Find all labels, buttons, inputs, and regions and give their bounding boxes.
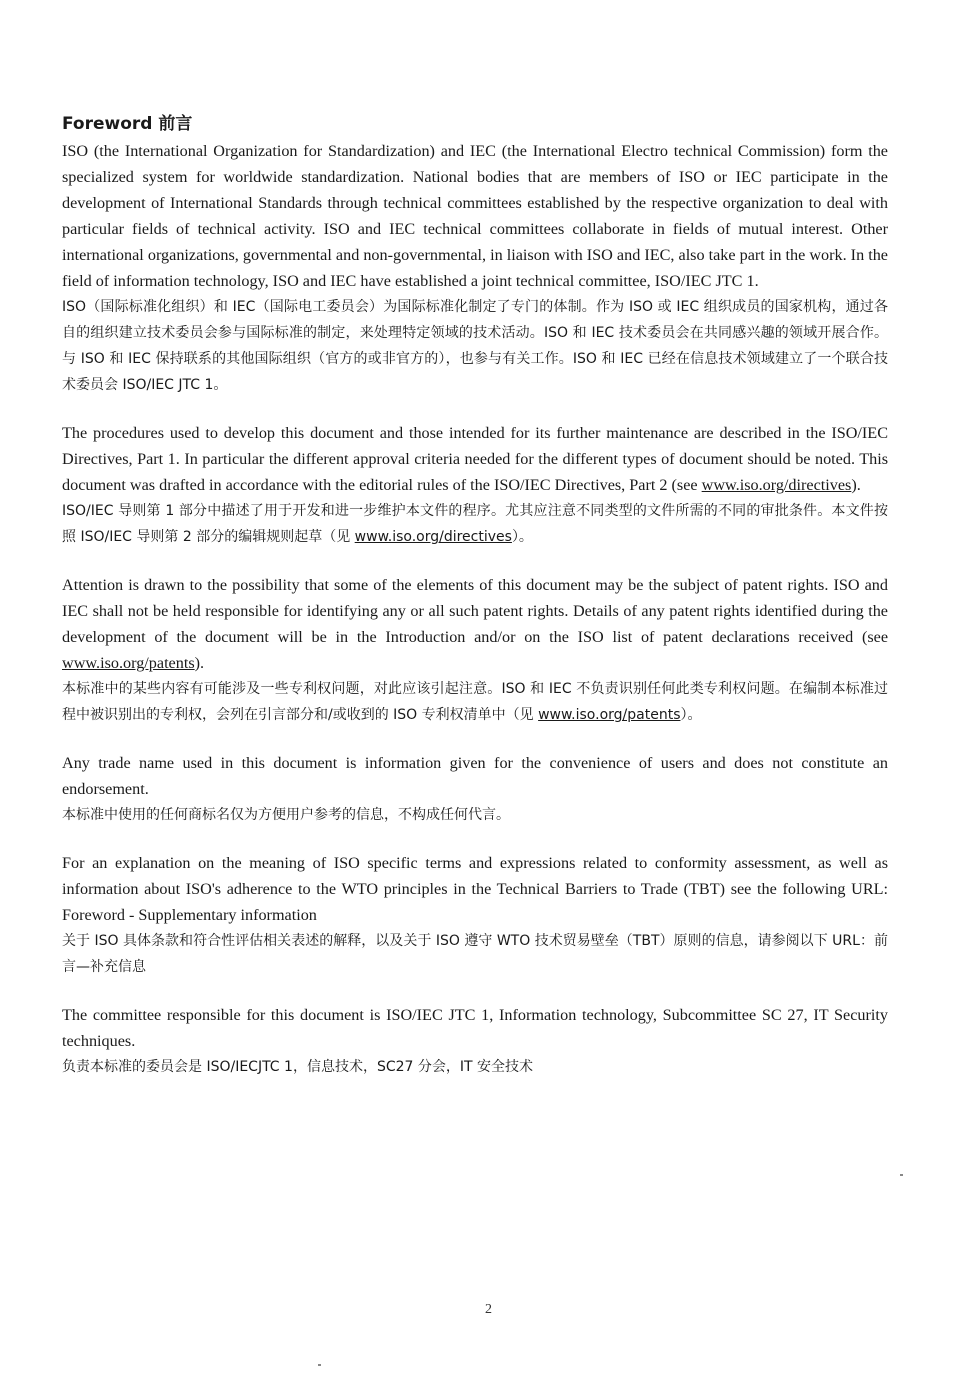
patents-link-en[interactable]: www.iso.org/patents (62, 654, 195, 672)
intro-paragraph-zh: ISO（国际标准化组织）和 IEC（国际电工委员会）为国际标准化制定了专门的体制。作为 ISO 或 IEC 组织成员的国家机构，通过各自的组织建立技术委员会参与国际标准的制定，来处理特定领域的技术活动。ISO 和 IEC 技术委员会在共同感兴趣的领域开展合作。与 ISO 和 IEC 保持联系的其他国际组织（官方的或非官方的），也参与有关工作。ISO 和 IEC 已经在信息技术领域建立了一个联合技术委员会 ISO/IEC JTC 1。 (62, 299, 888, 393)
committee-paragraph-zh: 负责本标准的委员会是 ISO/IECJTC 1，信息技术，SC27 分会，IT 安全技术 (62, 1059, 534, 1075)
intro-section (62, 138, 888, 398)
procedures-text-zh: ISO/IEC 导则第 1 部分中描述了用于开发和进一步维护本文件的程序。尤其应注意不同类型的文件所需的不同的审批条件。本文件按照 ISO/IEC 导则第 2 部分的编辑规则起草（见 (62, 503, 888, 545)
patents-link-zh[interactable]: www.iso.org/patents (538, 707, 681, 723)
conformity-section (62, 850, 888, 980)
document-page (62, 112, 888, 1102)
conformity-paragraph-en: For an explanation on the meaning of ISO specific terms and expressions related to conformity assessment, as well as information about ISO's adherence to the WTO principles in the Technical Barriers to Trade (TBT) see the following URL: Foreword - Supplementary information (62, 854, 888, 924)
patents-close-en: ). (194, 654, 205, 672)
procedures-close-en: ). (851, 476, 861, 494)
patents-text-en: Attention is drawn to the possibility that some of the elements of this document may be the subject of patent rights. ISO and IEC shall not be held responsible for identifying any or all such patent rights. Details of any patent rights identified during the development of the document will be in the Introduction and/or on the ISO list of patent declarations received (see (62, 576, 888, 646)
procedures-paragraph-en (62, 420, 888, 498)
intro-paragraph-en: ISO (the International Organization for Standardization) and IEC (the International Electro technical Commission) form the specialized system for worldwide standardization. National bodies that are members of ISO or IEC participate in the development of International Standards through technical committees established by the respective organization to deal with particular fields of technical activity. ISO and IEC technical committees collaborate in fields of mutual interest. Other international organizations, governmental and non-governmental, in liaison with ISO and IEC, also take part in the work. In the field of information technology, ISO and IEC have established a joint technical committee, ISO/IEC JTC 1. (62, 142, 888, 290)
procedures-paragraph-zh (62, 498, 888, 550)
patents-section (62, 572, 888, 728)
foreword-heading: Foreword 前言 (62, 114, 193, 134)
directives-link-zh[interactable]: www.iso.org/directives (354, 529, 512, 545)
procedures-section (62, 420, 888, 550)
trade-name-paragraph-en: Any trade name used in this document is information given for the convenience of users and does not constitute an endorsement. (62, 754, 888, 798)
procedures-close-zh: ）。 (511, 529, 533, 545)
scan-speck (318, 1364, 321, 1366)
committee-section (62, 1002, 888, 1080)
scan-speck (900, 1174, 903, 1176)
trade-name-section (62, 750, 888, 828)
directives-link-en[interactable]: www.iso.org/directives (701, 476, 852, 494)
page-number: 2 (485, 1302, 492, 1317)
committee-paragraph-en: The committee responsible for this document is ISO/IEC JTC 1, Information technology, Subcommittee SC 27, IT Security techniques. (62, 1006, 888, 1050)
patents-paragraph-zh (62, 676, 888, 728)
procedures-text-en: The procedures used to develop this document and those intended for its further maintenance are described in the ISO/IEC Directives, Part 1. In particular the different approval criteria needed for the different types of document should be noted. This document was drafted in accordance with the editorial rules of the ISO/IEC Directives, Part 2 (see (62, 424, 888, 494)
patents-close-zh: ）。 (680, 707, 702, 723)
patents-text-zh: 本标准中的某些内容有可能涉及一些专利权问题，对此应该引起注意。ISO 和 IEC 不负责识别任何此类专利权问题。在编制本标准过程中被识别出的专利权，会列在引言部分和/或收到的 ISO 专利权清单中（见 (62, 681, 888, 723)
trade-name-paragraph-zh: 本标准中使用的任何商标名仅为方便用户参考的信息，不构成任何代言。 (62, 807, 510, 823)
conformity-paragraph-zh: 关于 ISO 具体条款和符合性评估相关表述的解释，以及关于 ISO 遵守 WTO 技术贸易壁垒（TBT）原则的信息，请参阅以下 URL：前言—补充信息 (62, 933, 888, 975)
patents-paragraph-en (62, 572, 888, 676)
